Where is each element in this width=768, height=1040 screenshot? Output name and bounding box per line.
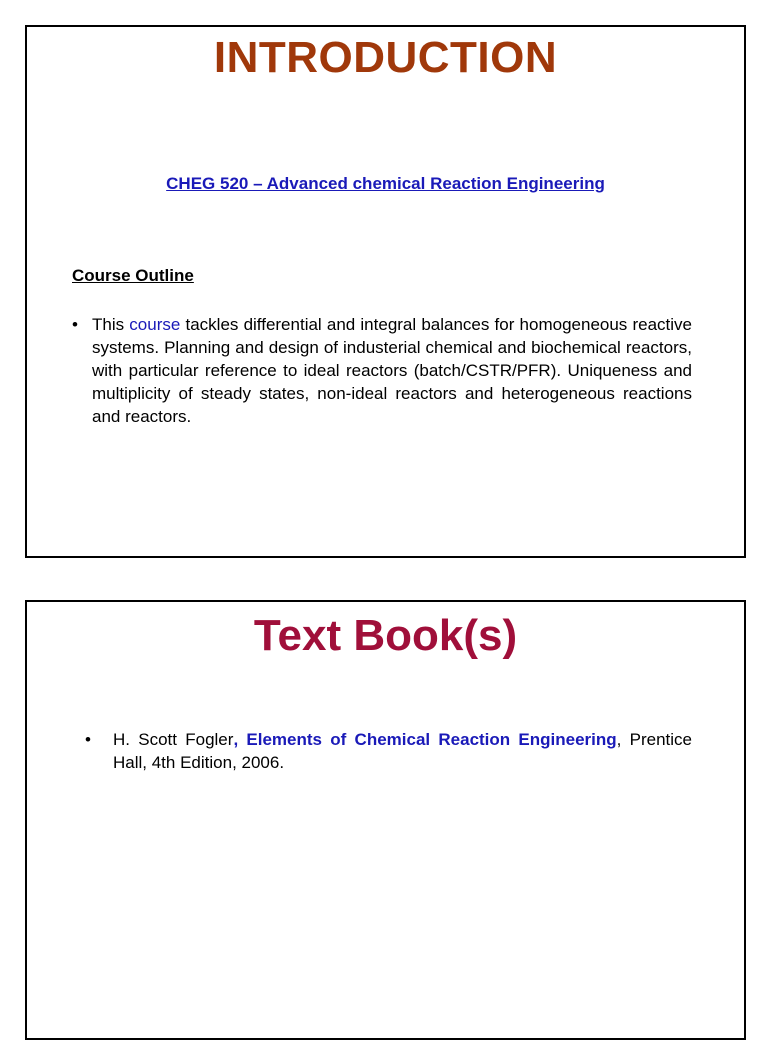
- slide-introduction: [25, 25, 746, 558]
- course-description-bullet: [72, 313, 692, 428]
- description-rest: tackles differential and integral balances for homogeneous reactive systems. Planning and design of industerial chemical and biochemical reactors, with particular reference to ideal reactors (batch/CSTR/PFR). Uniqueness and multiplicity of steady states, non-ideal reactors and heterogeneous reactions and reactors.: [92, 315, 693, 426]
- textbook-book-title[interactable]: , Elements of Chemical Reaction Engineering: [233, 730, 617, 749]
- textbook-title: Text Book(s): [253, 611, 518, 660]
- course-outline-heading: Course Outline: [72, 266, 194, 285]
- course-description-text: [92, 313, 692, 428]
- bullet-marker: •: [85, 730, 91, 749]
- textbook-publisher: , Prentice Hall, 4th Edition, 2006.: [113, 730, 693, 772]
- description-start: This: [92, 315, 130, 334]
- course-title-link[interactable]: CHEG 520 – Advanced chemical Reaction Engineering: [166, 174, 605, 193]
- bullet-marker: •: [72, 315, 78, 334]
- course-inline-link[interactable]: course: [129, 315, 181, 334]
- textbook-author: H. Scott Fogler: [113, 730, 234, 749]
- textbook-reference: [113, 728, 692, 774]
- introduction-title: INTRODUCTION: [213, 33, 558, 82]
- textbook-bullet: [85, 728, 692, 774]
- slide-textbooks: [25, 600, 746, 1040]
